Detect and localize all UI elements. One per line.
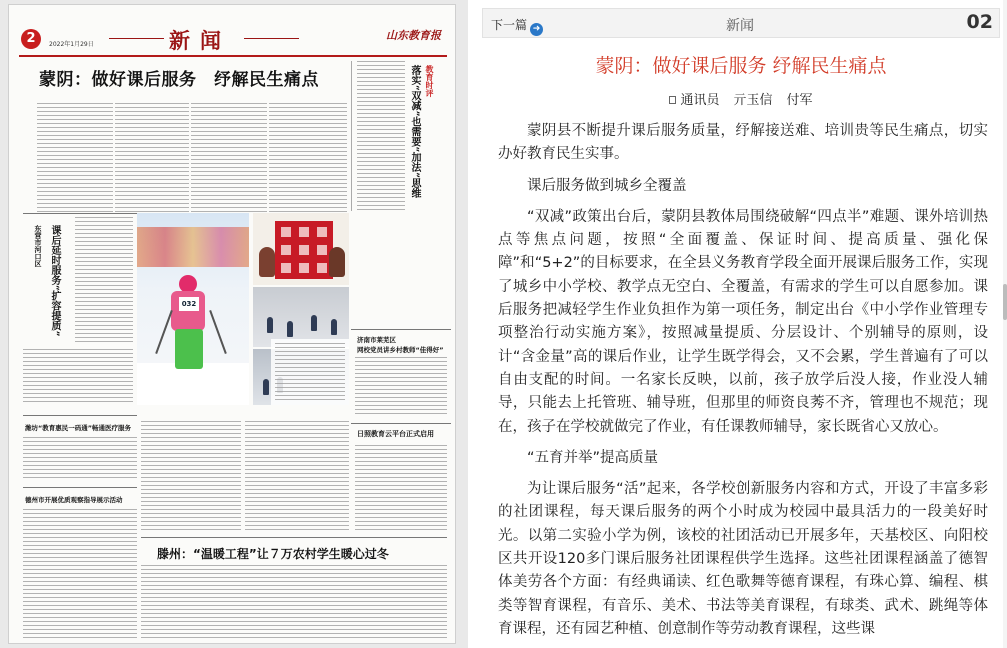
caption-text xyxy=(275,343,345,401)
byline-author: 亓玉信 xyxy=(733,93,773,108)
newspaper-page-pane xyxy=(0,0,468,648)
article-paragraph: 为让课后服务“活”起来，各学校创新服务内容和方式，开设了丰富多彩的社团课程，每天课后服务的两个小时成为校园中最具活力的一段美好时光。以第二实验小学为例，该校的社团活动已开展多年，天基校区、向阳校区共开设120多门课后服务社团课程供学生选择。这些社团课程涵盖了德智体美劳各个方面：有经典诵读、红色歌舞等德育课程，有珠心算、编程、棋类等智育课程，有音乐、美术、书法等美育课程，有球类、武术、跳绳等体育课程，还有园艺种植、创意制作等劳动教育课程，这些课 xyxy=(498,481,988,637)
text-column xyxy=(23,509,137,639)
photo-fence xyxy=(137,227,249,267)
photo-race-bib: 032 xyxy=(179,297,199,311)
text-column xyxy=(141,421,241,533)
article-title: 蒙阴：做好课后服务 纾解民生痛点 xyxy=(595,55,887,77)
scrollbar-thumb[interactable] xyxy=(1003,284,1007,320)
newspaper-header xyxy=(19,23,447,57)
section-rule-right xyxy=(244,38,299,39)
section-divider xyxy=(23,487,137,488)
scrollbar-track[interactable] xyxy=(1003,0,1007,648)
text-column xyxy=(269,103,347,215)
text-column xyxy=(115,103,189,215)
byline-square-icon xyxy=(669,96,676,104)
photo-student xyxy=(263,379,269,395)
section-divider xyxy=(23,415,137,416)
photo-panel-cell xyxy=(281,263,291,273)
photo-skater xyxy=(311,315,317,331)
section-divider xyxy=(141,537,447,538)
photo-panel-cell xyxy=(299,245,309,255)
dongying-headline[interactable]: 课后延时服务“扩容提质” xyxy=(49,225,60,337)
arrow-right-icon[interactable]: ➜ xyxy=(530,23,543,36)
article-subheading: 课后服务做到城乡全覆盖 xyxy=(527,177,687,194)
reader-page-number: 02 xyxy=(966,11,993,33)
photo-panel-cell xyxy=(281,227,291,237)
text-column xyxy=(75,217,133,345)
section-divider xyxy=(351,329,451,330)
photo-skater xyxy=(267,317,273,333)
byline-role: 通讯员 xyxy=(680,93,720,108)
photo-olympic-panel xyxy=(275,221,333,279)
next-article-label: 下一篇 xyxy=(491,18,528,32)
photo-caption xyxy=(271,339,349,405)
photo-kid-pants xyxy=(175,329,203,369)
laiwu-headline[interactable]: 网校党员讲乡村教师“佳得好” xyxy=(357,346,444,354)
commentary-headline[interactable]: 落实“双减”也需要“加法”思维 xyxy=(409,65,420,199)
text-column xyxy=(245,421,349,533)
article-subheading: “五育并举”提高质量 xyxy=(527,449,659,466)
reader-toolbar xyxy=(482,8,1000,38)
dongying-place-label: 东营市河口区 xyxy=(34,225,43,267)
text-column xyxy=(37,103,113,213)
photo-ski-pole xyxy=(209,310,227,354)
page-number-badge: 2 xyxy=(21,29,41,49)
article-paragraph: “双减”政策出台后，蒙阴县教体局围绕破解“四点半”难题、课外培训热点等焦点问题，按照“全面覆盖、保证时间、提高质量、强化保障”和“5+2”的目标要求，在全县义务教育学段全面开展课后服务工作，实现了城乡中小学校、教学点无空白、全覆盖，有需求的学生可以自愿参加。课后服务把减轻学生作业负担作为第一项任务，制定出台《中小学作业管理专项整治行动实施方案》，按照减量提质、分层设计、个别辅导的原则，设计“含金量”高的课后作业，让学生既学得会，又不会累，学生普遍有了可以自由支配的时间。一名家长反映，以前，孩子放学后没人接，作业没人辅导，只能去上托管班、辅导班，但那里的师资良莠不齐，管理也不规范；现在，孩子在学校就做完了作业，有任课教师辅导，家长既省心又放心。 xyxy=(498,208,988,435)
photo-panel-cell xyxy=(281,245,291,255)
photo-panel-cell xyxy=(317,263,327,273)
photo-panel-cell xyxy=(299,227,309,237)
laiwu-place-label: 济南市莱芜区 xyxy=(357,336,396,344)
photo-snow xyxy=(137,363,249,405)
photo-student xyxy=(329,247,345,277)
skiing-child-photo[interactable] xyxy=(137,213,249,405)
olympic-display-photo[interactable] xyxy=(253,213,349,285)
text-column xyxy=(23,349,133,405)
newspaper-logo: 山东教育报 xyxy=(386,29,441,42)
section-rule-left xyxy=(109,38,164,39)
article-paragraph: 蒙阴县不断提升课后服务质量，纾解接送难、培训贵等民生痛点，切实办好教育民生实事。 xyxy=(498,123,988,163)
edu-commentary-tag: 教育时评 xyxy=(425,65,434,97)
text-column xyxy=(355,445,447,531)
weifang-headline[interactable]: 潍坊“教育惠民一码通”畅通医疗服务 xyxy=(25,424,132,432)
byline-author: 付军 xyxy=(786,93,813,108)
ice-rink-photo[interactable] xyxy=(253,287,349,347)
photo-panel-cell xyxy=(317,227,327,237)
text-column xyxy=(23,437,137,481)
photo-panel-cell xyxy=(317,245,327,255)
text-column xyxy=(141,565,447,641)
newspaper-page[interactable] xyxy=(8,4,456,644)
photo-skater xyxy=(331,319,337,335)
photo-student xyxy=(259,247,275,277)
column-divider xyxy=(351,61,352,211)
tengzhou-headline[interactable]: 滕州：“温暖工程”让７万农村学生暖心过冬 xyxy=(157,547,389,561)
newspaper-section-title: 新闻 xyxy=(169,28,231,53)
newspaper-main-headline[interactable]: 蒙阴：做好课后服务 纾解民生痛点 xyxy=(39,70,319,90)
next-article-button[interactable] xyxy=(491,16,543,36)
article-reader xyxy=(482,8,1004,648)
text-column xyxy=(191,103,267,215)
article-body xyxy=(498,120,988,648)
newspaper-date: 2022年1月29日 xyxy=(49,41,94,48)
photo-ski-pole xyxy=(155,310,173,354)
section-divider xyxy=(23,213,137,214)
text-column xyxy=(355,357,447,417)
text-column xyxy=(357,61,405,211)
rizhao-headline[interactable]: 日照教育云平台正式启用 xyxy=(357,430,434,438)
photo-skater xyxy=(287,321,293,337)
dezhou-headline[interactable]: 德州市开展优质观察指导展示活动 xyxy=(25,496,123,504)
section-divider xyxy=(351,423,451,424)
photo-panel-cell xyxy=(299,263,309,273)
article-byline xyxy=(482,89,1000,108)
reader-section-name: 新闻 xyxy=(726,18,754,34)
